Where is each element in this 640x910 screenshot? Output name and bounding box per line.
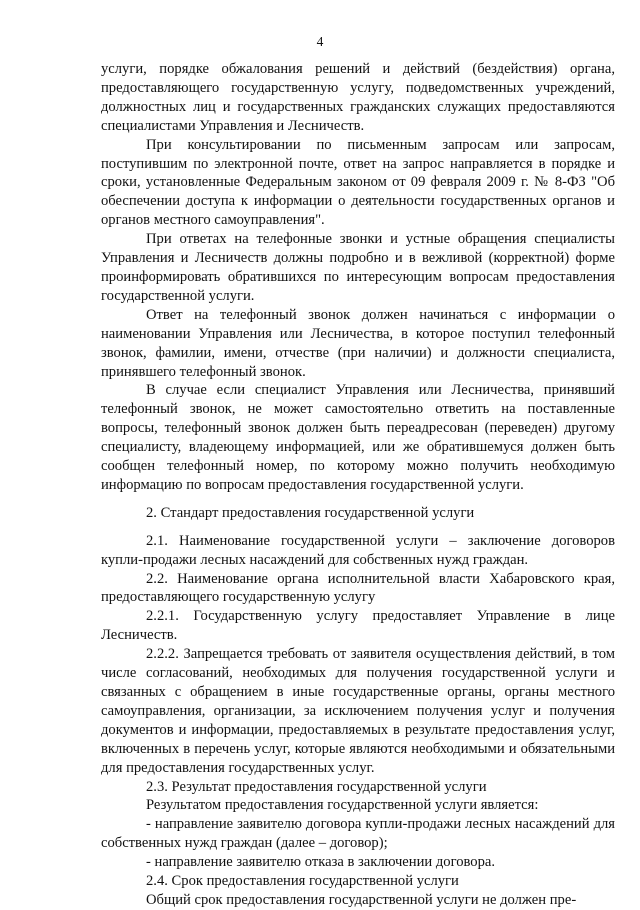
paragraph: услуги, порядке обжалования решений и действий (бездействия) органа, предоставляющего государственную услугу, подведомственных учреждений, должностных лиц и государственных гражданских служащих предоставляются специалистами Управления и Лесничеств. <box>101 61 615 134</box>
paragraph: При ответах на телефонные звонки и устные обращения специалисты Управления и Лесничеств должны подробно и в вежливой (корректной) форме проинформировать обратившихся по интересующим вопросам предоставления государственной услуги. <box>101 231 615 304</box>
subsection-heading: 2.3. Результат предоставления государственной услуги <box>146 778 487 795</box>
paragraph: 2.2. Наименование органа исполнительной власти Хабаровского края, предоставляющего государственную услугу <box>101 570 615 606</box>
paragraph: 2.2.2. Запрещается требовать от заявителя осуществления действий, в том числе согласований, необходимых для получения государственной услуги и связанных с обращением в иные государственные органы, органы местного самоуправления, организации, за исключением получения услуг и получения документов и информации, предоставляемых в результате предоставления услуг, включенных в перечень услуг, которые являются необходимыми и обязательными для предоставления государственных услуг. <box>101 646 615 776</box>
paragraph: Ответ на телефонный звонок должен начинаться с информации о наименовании Управления или Лесничества, в которое поступил телефонный звонок, фамилии, имени, отчестве (при наличии) и должности специалиста, принявшего телефонный звонок. <box>101 306 615 380</box>
section-heading: 2. Стандарт предоставления государственной услуги <box>146 504 475 521</box>
subsection-heading: 2.4. Срок предоставления государственной услуги <box>146 873 459 890</box>
paragraph: Общий срок предоставления государственной услуги не должен пре- <box>146 891 577 908</box>
list-item: - направление заявителю отказа в заключении договора. <box>146 854 496 871</box>
paragraph: При консультировании по письменным запросам или запросам, поступившим по электронной почте, ответ на запрос направляется в порядке и сроки, установленные Федеральным законом от 09 февраля 2009 г. № 8-ФЗ "Об обеспечении доступа к информации о деятельности государственных органов и органов местного самоуправления". <box>101 136 615 229</box>
paragraph: Результатом предоставления государственной услуги является: <box>146 797 539 814</box>
paragraph: В случае если специалист Управления или Лесничества, принявший телефонный звонок, не может самостоятельно ответить на поставленные вопросы, телефонный звонок должен быть переадресован (переведен) другому специалисту, владеющему информацией, или же обратившемуся должен быть сообщен телефонный номер, по которому можно получить необходимую информацию по вопросам предоставления государственной услуги. <box>101 382 615 493</box>
page-number: 4 <box>316 34 324 49</box>
paragraph: 2.1. Наименование государственной услуги – заключение договоров купли-продажи лесных насаждений для собственных нужд граждан. <box>101 532 615 568</box>
list-item: - направление заявителю договора купли-продажи лесных насаждений для собственных нужд граждан (далее – договор); <box>101 816 615 852</box>
paragraph: 2.2.1. Государственную услугу предоставляет Управление в лице Лесничеств. <box>101 608 615 644</box>
document-body <box>101 60 615 910</box>
